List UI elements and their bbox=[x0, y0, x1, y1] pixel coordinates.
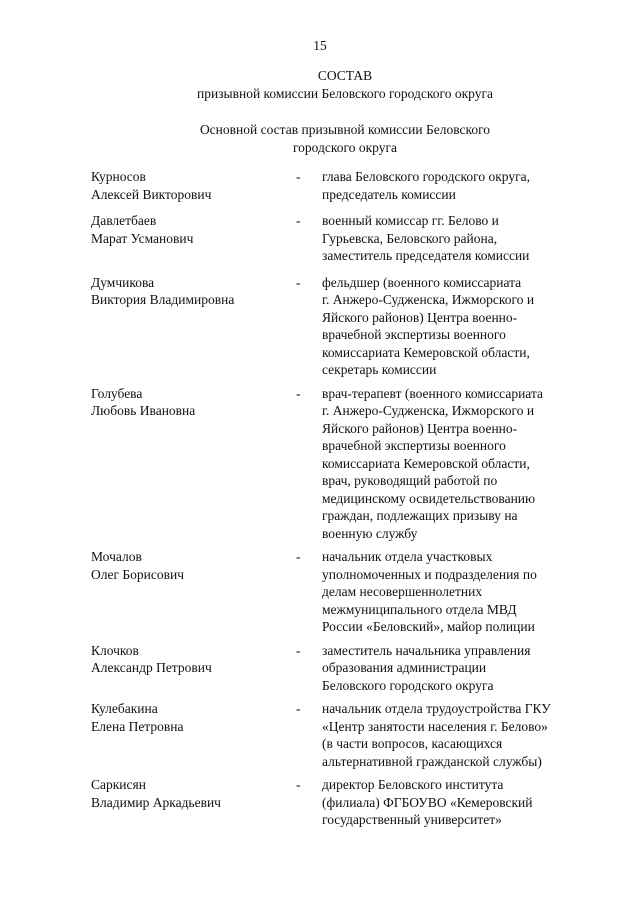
member-surname: Мочалов bbox=[91, 549, 142, 564]
member-given: Владимир Аркадьевич bbox=[91, 794, 221, 810]
member-name bbox=[91, 700, 296, 770]
member-role-line: врач, руководящий работой по bbox=[322, 473, 498, 488]
member-name bbox=[91, 642, 296, 695]
member-role-line: граждан, подлежащих призыву на bbox=[322, 508, 518, 523]
member-given: Олег Борисович bbox=[91, 566, 184, 582]
member-role-line: комиссариата Кемеровской области, bbox=[322, 455, 530, 471]
member-role-line: врачебной экспертизы военного bbox=[322, 327, 506, 342]
member-entry bbox=[91, 168, 591, 203]
member-entry bbox=[91, 212, 591, 265]
member-role-line: начальник отдела участковых bbox=[322, 549, 493, 564]
page-number: 15 bbox=[313, 38, 327, 53]
member-surname: Давлетбаев bbox=[91, 213, 157, 228]
member-role-line: врач-терапевт (военного комиссариата bbox=[322, 385, 544, 401]
member-name bbox=[91, 168, 296, 203]
member-role-line: уполномоченных и подразделения по bbox=[322, 566, 537, 582]
dash-separator: - bbox=[296, 549, 301, 564]
member-role-line: (филиала) ФГБОУВО «Кемеровский bbox=[322, 794, 533, 810]
member-given: Елена Петровна bbox=[91, 718, 184, 734]
member-role bbox=[322, 642, 590, 695]
dash-separator: - bbox=[296, 385, 301, 401]
dash-separator: - bbox=[296, 274, 301, 290]
member-role-line: г. Анжеро-Судженска, Ижморского и bbox=[322, 403, 535, 418]
member-role bbox=[322, 212, 590, 265]
member-entry bbox=[91, 274, 591, 379]
member-role bbox=[322, 776, 590, 829]
member-role-line: Беловского городского округа bbox=[322, 677, 494, 693]
member-name bbox=[91, 212, 296, 265]
member-entry bbox=[91, 700, 591, 770]
member-surname: Думчикова bbox=[91, 274, 155, 290]
member-surname: Саркисян bbox=[91, 777, 146, 792]
member-role-line: Яйского районов) Центра военно- bbox=[322, 309, 518, 325]
member-role bbox=[322, 274, 590, 379]
member-role-line: директор Беловского института bbox=[322, 777, 504, 792]
member-role-line: делам несовершеннолетних bbox=[322, 584, 483, 599]
member-role-line: медицинскому освидетельствованию bbox=[322, 490, 536, 506]
section-heading-line: городского округа bbox=[292, 139, 398, 155]
dash-separator: - bbox=[296, 642, 301, 658]
member-given: Любовь Ивановна bbox=[91, 403, 196, 418]
member-surname: Голубева bbox=[91, 385, 143, 401]
member-list bbox=[91, 168, 591, 829]
member-entry bbox=[91, 642, 591, 695]
member-role-line: «Центр занятости населения г. Белово» bbox=[322, 718, 548, 734]
section-heading bbox=[0, 121, 640, 156]
member-role-line: военный комиссар гг. Белово и bbox=[322, 213, 499, 228]
member-given: Марат Усманович bbox=[91, 230, 194, 246]
dash-separator: - bbox=[296, 213, 301, 228]
dash-separator: - bbox=[296, 777, 301, 792]
member-given: Алексей Викторович bbox=[91, 186, 212, 202]
member-entry bbox=[91, 385, 591, 543]
member-role-line: Яйского районов) Центра военно- bbox=[322, 420, 518, 436]
member-role bbox=[322, 385, 590, 543]
member-name bbox=[91, 274, 296, 379]
member-role-line: государственный университет» bbox=[322, 812, 502, 827]
member-role-line: Гурьевска, Беловского района, bbox=[322, 230, 498, 246]
member-role-line: межмуниципального отдела МВД bbox=[322, 601, 517, 617]
member-entry bbox=[91, 548, 591, 636]
member-name bbox=[91, 548, 296, 636]
member-surname: Кулебакина bbox=[91, 701, 158, 716]
member-role-line: заместитель начальника управления bbox=[322, 642, 531, 658]
member-role-line: фельдшер (военного комиссариата bbox=[322, 274, 522, 290]
member-surname: Клочков bbox=[91, 642, 139, 658]
section-heading-line: Основной состав призывной комиссии Беловского bbox=[199, 122, 491, 137]
member-role bbox=[322, 548, 590, 636]
dash-separator: - bbox=[296, 701, 301, 716]
member-role bbox=[322, 700, 590, 770]
member-role-line: г. Анжеро-Судженска, Ижморского и bbox=[322, 292, 535, 307]
document-subtitle: призывной комиссии Беловского городского округа bbox=[197, 86, 493, 101]
dash-separator: - bbox=[296, 169, 301, 184]
document-title: СОСТАВ bbox=[317, 68, 373, 83]
member-role-line: России «Беловский», майор полиции bbox=[322, 619, 535, 634]
member-role-line: председатель комиссии bbox=[322, 186, 456, 202]
member-role-line: военную службу bbox=[322, 525, 418, 541]
member-given: Александр Петрович bbox=[91, 660, 212, 675]
member-role-line: глава Беловского городского округа, bbox=[322, 169, 531, 184]
member-role-line: образования администрации bbox=[322, 660, 487, 675]
member-role bbox=[322, 168, 590, 203]
member-role-line: врачебной экспертизы военного bbox=[322, 438, 506, 453]
member-name bbox=[91, 776, 296, 829]
member-entry bbox=[91, 776, 591, 829]
member-role-line: начальник отдела трудоустройства ГКУ bbox=[322, 701, 551, 716]
member-role-line: (в части вопросов, касающихся bbox=[322, 736, 503, 751]
member-given: Виктория Владимировна bbox=[91, 292, 235, 307]
member-role-line: секретарь комиссии bbox=[322, 362, 437, 377]
member-name bbox=[91, 385, 296, 543]
member-role-line: альтернативной гражданской службы) bbox=[322, 753, 542, 769]
member-role-line: заместитель председателя комиссии bbox=[322, 248, 530, 263]
member-surname: Курносов bbox=[91, 169, 146, 184]
member-role-line: комиссариата Кемеровской области, bbox=[322, 344, 530, 360]
